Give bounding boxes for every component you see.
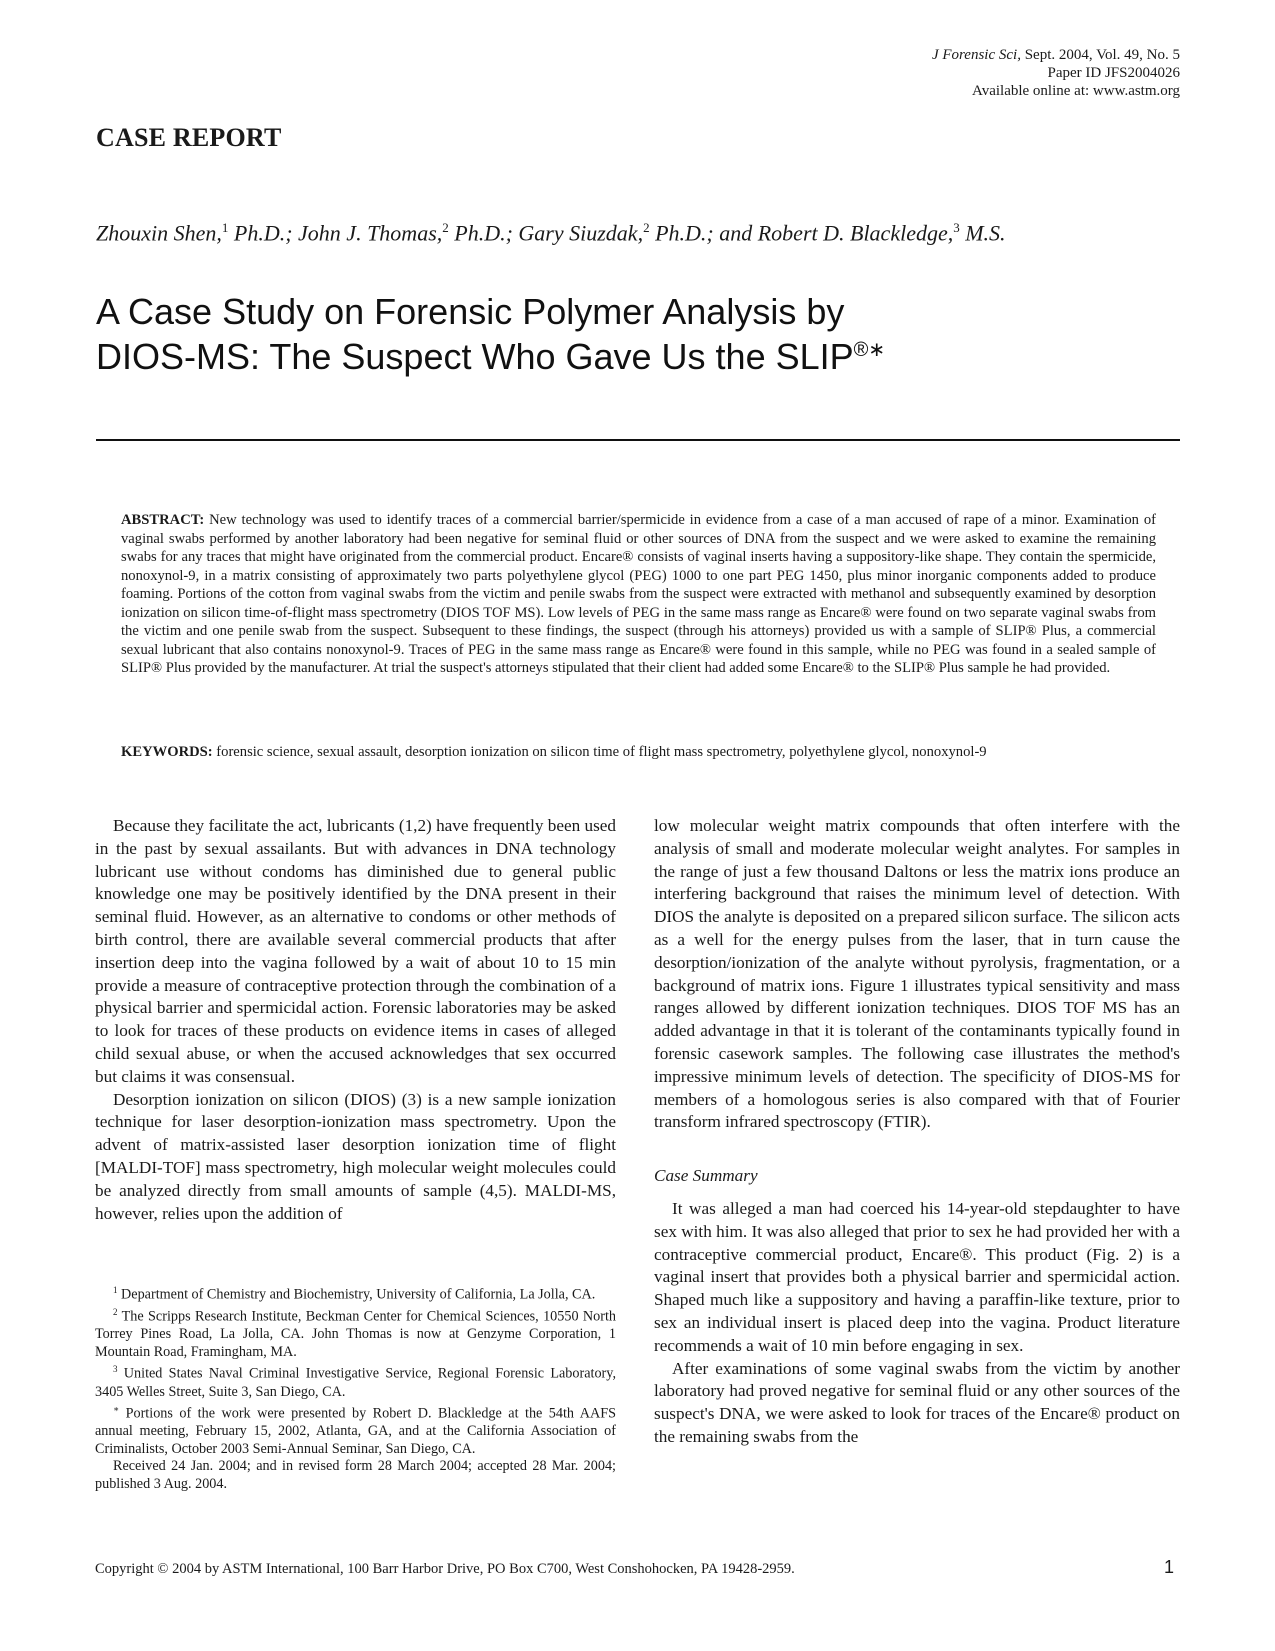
body-paragraph: low molecular weight matrix compounds that often interfere with the analysis of small and moderate molecular weight analytes. For samples in the range of just a few thousand Daltons or less the matrix ions produce an interfering background that raises the minimum level of detection. With DIOS the analyte is deposited on a prepared silicon surface. The silicon acts as a well for the energy pulses from the laser, that in turn cause the desorption/ionization of the analyte without pyrolysis, fragmentation, or a background of matrix ions. Figure 1 illustrates typical sensitivity and mass ranges allowed by different ionization techniques. DIOS TOF MS has an added advantage in that it is tolerant of the contaminants typically found in forensic casework samples. The following case illustrates the method's impressive minimum levels of detection. The specificity of DIOS-MS for members of a homologous series is also compared with that of Fourier transform infrared spectroscopy (FTIR). bbox=[654, 816, 1180, 1132]
author-list bbox=[96, 214, 1196, 247]
title-line-1: A Case Study on Forensic Polymer Analysis by bbox=[96, 291, 845, 332]
author-name: Zhouxin Shen, bbox=[96, 220, 222, 246]
author-affiliation: 3 bbox=[953, 220, 960, 235]
journal-name: J Forensic Sci, bbox=[931, 47, 1021, 63]
journal-header bbox=[760, 46, 1180, 100]
abstract bbox=[121, 511, 1156, 678]
keywords-label: KEYWORDS: bbox=[121, 744, 213, 760]
author-name: Robert D. Blackledge, bbox=[757, 220, 954, 246]
footnote-mark: 1 bbox=[113, 1285, 118, 1295]
abstract-text: New technology was used to identify traces of a commercial barrier/spermicide in evidence from a case of a man accused of rape of a minor. Examination of vaginal swabs performed by another laboratory had been negative for seminal fluid or other sources of DNA from the suspect and we were asked to examine the remaining swabs for any traces that might have originated from the commercial product. Encare® consists of vaginal inserts having a suppository-like shape. They contain the spermicide, nonoxynol-9, in a matrix consisting of approximately two parts polyethylene glycol (PEG) 1000 to one part PEG 1450, plus minor inorganic components added to produce foaming. Portions of the cotton from vaginal swabs from the victim and penile swabs from the suspect were extracted with methanol and subsequently examined by desorption ionization on silicon time-of-flight mass spectrometry (DIOS TOF MS). Low levels of PEG in the same mass range as Encare® were found on two separate vaginal swabs from the victim and one penile swab from the suspect. Subsequent to these findings, the suspect (through his attorneys) provided us with a sample of SLIP® Plus, a commercial sexual lubricant that also contains nonoxynol-9. Traces of PEG in the same mass range as Encare® were found in this sample, while no PEG was found in a sealed sample of SLIP® Plus provided by the manufacturer. At trial the suspect's attorneys stipulated that their client had added some Encare® to the SLIP® Plus sample he had provided. bbox=[121, 512, 1156, 676]
footnote-text: The Scripps Research Institute, Beckman Center for Chemical Sciences, 10550 North Torrey Pines Road, La Jolla, CA. John Thomas is now at Genzyme Corporation, 1 Mountain Road, Framingham, MA. bbox=[95, 1308, 616, 1360]
author-affiliation: 1 bbox=[221, 220, 229, 235]
copyright: Copyright © 2004 by ASTM International, 100 Barr Harbor Drive, PO Box C700, West Conshohocken, PA 19428-2959. bbox=[95, 1561, 795, 1577]
registered-mark: ®∗ bbox=[853, 339, 886, 361]
footnote-text: Received 24 Jan. 2004; and in revised form 28 March 2004; accepted 28 Mar. 2004; published 3 Aug. 2004. bbox=[95, 1458, 616, 1492]
footnote bbox=[95, 1401, 616, 1458]
footnote-text: United States Naval Criminal Investigative Service, Regional Forensic Laboratory, 3405 Welles Street, Suite 3, San Diego, CA. bbox=[95, 1366, 616, 1400]
author-affiliation: 2 bbox=[442, 220, 449, 235]
footnote bbox=[95, 1304, 616, 1361]
author-name: John J. Thomas, bbox=[298, 220, 443, 246]
footnotes bbox=[95, 1282, 616, 1493]
received-dates bbox=[95, 1458, 616, 1493]
author-degree: M.S. bbox=[959, 220, 1006, 246]
footnote bbox=[95, 1282, 616, 1304]
footnote-mark: ∗ bbox=[113, 1404, 120, 1415]
title-line-2 bbox=[96, 331, 1096, 376]
journal-issue: Sept. 2004, Vol. 49, No. 5 bbox=[1020, 47, 1180, 63]
available-online: Available online at: www.astm.org bbox=[971, 83, 1180, 99]
body-paragraph: After examinations of some vaginal swabs from the victim by another laboratory had proved negative for seminal fluid or any other sources of the suspect's DNA, we were asked to look for traces of the Encare® product on the remaining swabs from the bbox=[654, 1358, 1180, 1446]
author-degree: Ph.D.; bbox=[448, 220, 519, 246]
abstract-label: ABSTRACT: bbox=[121, 512, 205, 528]
body-paragraph: Because they facilitate the act, lubricants (1,2) have frequently been used in the past by sexual assailants. But with advances in DNA technology lubricant use without condoms has diminished due to general public knowledge one may be positively identified by the DNA present in their seminal fluid. However, as an alternative to condoms or other methods of birth control, there are available several commercial products that after insertion deep into the vagina followed by a wait of about 10 to 15 min provide a measure of contraceptive protection through the combination of a physical barrier and spermicidal action. Forensic laboratories may be asked to look for traces of these products on evidence items in cases of alleged child sexual abuse, or when the accused acknowledges that sex occurred but claims it was consensual. bbox=[95, 816, 616, 1086]
section-heading-case-summary: Case Summary bbox=[654, 1166, 758, 1186]
body-paragraph: Desorption ionization on silicon (DIOS) (3) is a new sample ionization technique for laser desorption-ionization mass spectrometry. Upon the advent of matrix-assisted laser desorption ionization time of flight [MALDI-TOF] mass spectrometry, high molecular weight molecules could be analyzed directly from small amounts of sample (4,5). MALDI-MS, however, relies upon the addition of bbox=[95, 1089, 616, 1223]
body-column-right bbox=[654, 815, 1180, 1449]
page-number: 1 bbox=[1164, 1557, 1175, 1577]
paper-id: Paper ID JFS2004026 bbox=[1047, 65, 1180, 81]
body-column-left bbox=[95, 815, 616, 1225]
title-divider bbox=[96, 439, 1180, 441]
title-line-2-text: DIOS-MS: The Suspect Who Gave Us the SLIP bbox=[96, 336, 854, 377]
body-paragraph: It was alleged a man had coerced his 14-year-old stepdaughter to have sex with him. It was also alleged that prior to sex he had provided her with a contraceptive commercial product, Encare®. This product (Fig. 2) is a vaginal insert that provides both a physical barrier and spermicidal action. Shaped much like a suppository and having a paraffin-like texture, prior to sex an individual insert is placed deep into the vagina. Product literature recommends a wait of 10 min before engaging in sex. bbox=[654, 1198, 1180, 1355]
footnote-mark: 2 bbox=[113, 1307, 118, 1318]
footnote-text: Department of Chemistry and Biochemistry, University of California, La Jolla, CA. bbox=[117, 1286, 596, 1303]
keywords bbox=[121, 743, 1181, 761]
footnote-mark: 3 bbox=[113, 1364, 118, 1375]
footnote bbox=[95, 1361, 616, 1401]
author-affiliation: 2 bbox=[643, 220, 650, 235]
author-name: Gary Siuzdak, bbox=[518, 220, 644, 246]
footnote-text: Portions of the work were presented by Robert D. Blackledge at the 54th AAFS annual meeting, February 15, 2002, Atlanta, GA, and at the California Association of Criminalists, October 2003 Semi-Annual Seminar, San Diego, CA. bbox=[95, 1405, 616, 1457]
author-degree: Ph.D.; and bbox=[649, 220, 758, 246]
keywords-text: forensic science, sexual assault, desorption ionization on silicon time of flight mass spectrometry, polyethylene glycol, nonoxynol-9 bbox=[216, 744, 987, 760]
article-type: CASE REPORT bbox=[96, 123, 282, 152]
article-title bbox=[96, 292, 1096, 376]
journal-citation bbox=[760, 46, 1180, 64]
author-degree: Ph.D.; bbox=[228, 220, 299, 246]
